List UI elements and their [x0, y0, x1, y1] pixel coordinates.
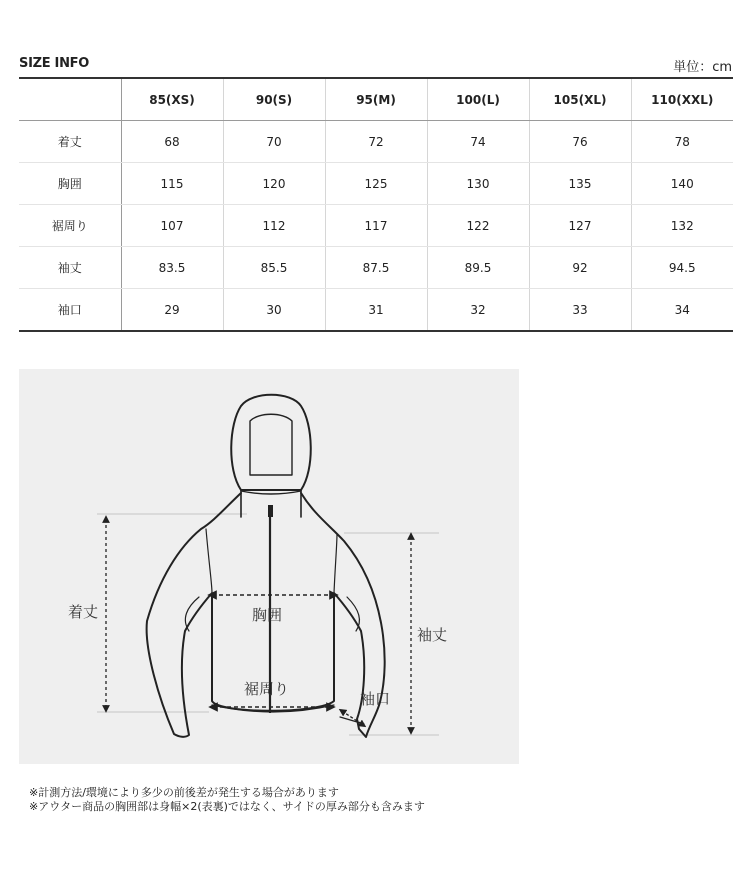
row-label: 袖口: [19, 289, 121, 332]
table-cell: 29: [121, 289, 223, 332]
table-cell: 112: [223, 205, 325, 247]
table-cell: 94.5: [631, 247, 733, 289]
jacket-illustration: [19, 369, 519, 764]
table-row: [19, 289, 733, 332]
table-cell: 31: [325, 289, 427, 332]
hem-label: 裾周り: [244, 680, 290, 698]
table-cell: 74: [427, 121, 529, 163]
table-cell: 72: [325, 121, 427, 163]
unit-label: 単位：cm: [673, 60, 732, 75]
cuff-label: 袖口: [360, 690, 391, 708]
row-label: 袖丈: [19, 247, 121, 289]
table-cell: 135: [529, 163, 631, 205]
table-cell: 127: [529, 205, 631, 247]
table-cell: 122: [427, 205, 529, 247]
column-header: 110(XXL): [631, 78, 733, 121]
table-cell: 76: [529, 121, 631, 163]
column-header: 85(XS): [121, 78, 223, 121]
table-cell: 30: [223, 289, 325, 332]
table-cell: 125: [325, 163, 427, 205]
table-cell: 34: [631, 289, 733, 332]
column-header: 95(M): [325, 78, 427, 121]
table-cell: 68: [121, 121, 223, 163]
table-cell: 87.5: [325, 247, 427, 289]
table-row: [19, 121, 733, 163]
table-cell: 120: [223, 163, 325, 205]
sleeve-length-label: 袖丈: [417, 626, 448, 644]
table-row: [19, 247, 733, 289]
table-header-row: [19, 78, 733, 121]
row-label: 胸囲: [19, 163, 121, 205]
note-line: ※計測方法/環境により多少の前後差が発生する場合があります: [29, 786, 339, 799]
jacket-measurement-diagram: [19, 369, 519, 764]
row-label: 裾周り: [19, 205, 121, 247]
table-cell: 107: [121, 205, 223, 247]
zipper-pull: [268, 505, 273, 517]
table-cell: 78: [631, 121, 733, 163]
size-table: [19, 77, 733, 332]
column-header: 105(XL): [529, 78, 631, 121]
column-header: 90(S): [223, 78, 325, 121]
table-cell: 32: [427, 289, 529, 332]
table-cell: 70: [223, 121, 325, 163]
note-line: ※アウター商品の胸囲部は身幅×2(表裏)ではなく、サイドの厚み部分も含みます: [29, 800, 425, 813]
table-cell: 33: [529, 289, 631, 332]
table-cell: 89.5: [427, 247, 529, 289]
table-cell: 140: [631, 163, 733, 205]
table-cell: 130: [427, 163, 529, 205]
table-cell: 117: [325, 205, 427, 247]
column-header: 100(L): [427, 78, 529, 121]
table-cell: 132: [631, 205, 733, 247]
table-cell: 115: [121, 163, 223, 205]
column-header: [19, 78, 121, 121]
table-cell: 83.5: [121, 247, 223, 289]
notes: [29, 786, 425, 814]
table-cell: 92: [529, 247, 631, 289]
length-label: 着丈: [68, 603, 99, 621]
row-label: 着丈: [19, 121, 121, 163]
chest-label: 胸囲: [252, 606, 283, 624]
size-info-title: SIZE INFO: [19, 56, 89, 71]
table-cell: 85.5: [223, 247, 325, 289]
table-row: [19, 205, 733, 247]
table-row: [19, 163, 733, 205]
